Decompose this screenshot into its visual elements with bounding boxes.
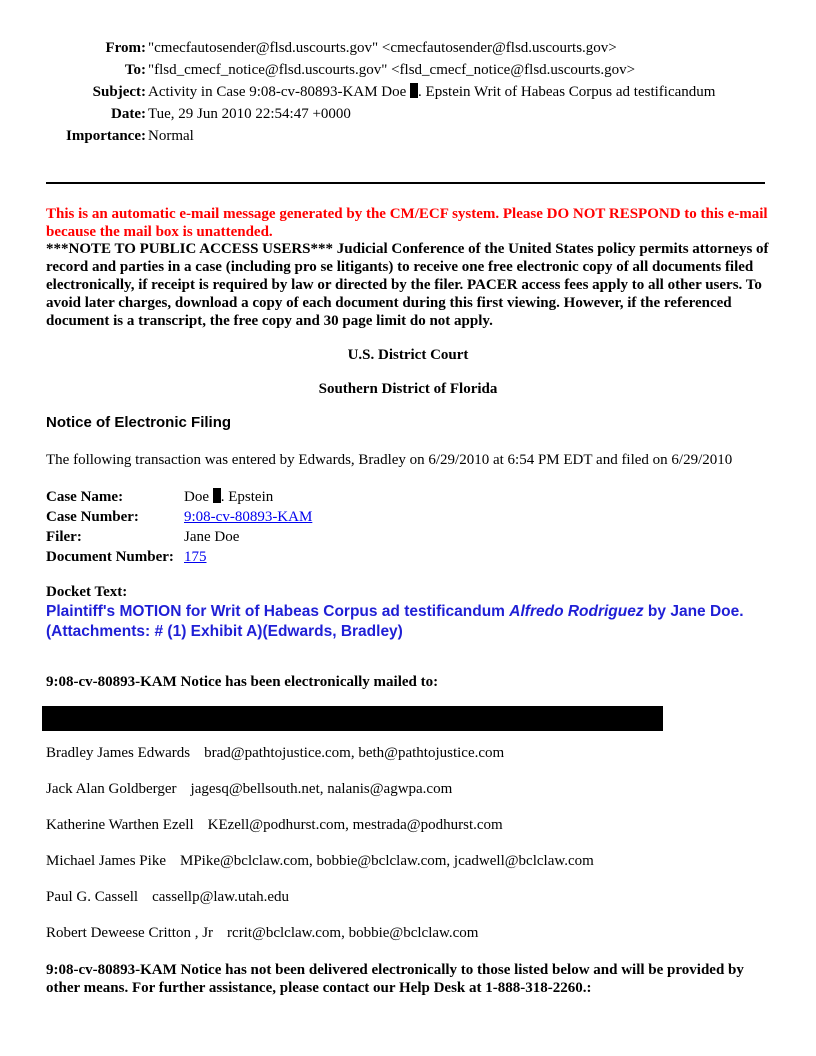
not-delivered-notice: 9:08-cv-80893-KAM Notice has not been delivered electronically to those listed below and will be provided by other means. For further assistance, please contact our Help Desk at 1-888-318-2260.:	[46, 962, 744, 996]
case-info-table	[46, 487, 312, 567]
recipient-row	[46, 853, 594, 870]
recipient-emails: jagesq@bellsouth.net, nalanis@agwpa.com	[190, 781, 453, 797]
from-row	[46, 38, 715, 60]
subject-text-after: . Epstein Writ of Habeas Corpus ad testificandum	[418, 84, 716, 100]
document-number-row	[46, 547, 312, 567]
recipient-row	[46, 745, 504, 762]
filer-row	[46, 527, 312, 547]
docket-text-italic: Alfredo Rodriguez	[509, 603, 644, 620]
recipient-name: Michael James Pike	[46, 853, 166, 869]
case-name-after: . Epstein	[220, 489, 274, 505]
case-number-row	[46, 507, 312, 527]
subject-row	[46, 82, 715, 104]
email-header	[46, 38, 715, 148]
case-number-cell	[184, 507, 312, 527]
recipient-name: Bradley James Edwards	[46, 745, 191, 761]
recipient-row	[46, 781, 452, 798]
date-label: Date:	[111, 106, 146, 122]
importance-label: Importance:	[66, 128, 146, 144]
docket-text	[46, 602, 776, 642]
subject-text-before: Activity in Case 9:08-cv-80893-KAM Doe	[148, 84, 411, 100]
header-divider	[46, 182, 765, 184]
importance-value: Normal	[148, 128, 194, 144]
nef-heading: Notice of Electronic Filing	[46, 414, 232, 431]
subject-label: Subject:	[92, 84, 146, 100]
date-row	[46, 104, 715, 126]
docket-text-before: Plaintiff's MOTION for Writ of Habeas Corpus ad testificandum	[46, 603, 510, 620]
recipient-name: Paul G. Cassell	[46, 889, 139, 905]
transaction-info: The following transaction was entered by Edwards, Bradley on 6/29/2010 at 6:54 PM EDT and filed on 6/29/2010	[46, 452, 733, 468]
case-number-label: Case Number:	[46, 509, 139, 525]
from-label: From:	[105, 40, 146, 56]
case-name-row	[46, 487, 312, 507]
docket-text-label: Docket Text:	[46, 584, 128, 600]
district-name: Southern District of Florida	[318, 381, 498, 397]
court-name: U.S. District Court	[347, 347, 469, 363]
recipient-name: Jack Alan Goldberger	[46, 781, 177, 797]
recipient-name: Robert Deweese Critton , Jr	[46, 925, 214, 941]
redaction-bar	[42, 706, 663, 731]
from-value: "cmecfautosender@flsd.uscourts.gov" <cmecfautosender@flsd.uscourts.gov>	[148, 40, 617, 56]
case-name-value	[184, 487, 312, 507]
document-number-cell	[184, 547, 312, 567]
case-number-link[interactable]: 9:08-cv-80893-KAM	[184, 509, 313, 525]
subject-value	[148, 82, 715, 104]
recipient-emails: KEzell@podhurst.com, mestrada@podhurst.com	[207, 817, 503, 833]
mailed-heading: 9:08-cv-80893-KAM Notice has been electronically mailed to:	[46, 674, 439, 690]
case-name-label: Case Name:	[46, 489, 124, 505]
recipient-emails: brad@pathtojustice.com, beth@pathtojustice.com	[204, 745, 505, 761]
importance-row	[46, 126, 715, 148]
recipient-emails: cassellp@law.utah.edu	[152, 889, 290, 905]
to-label: To:	[124, 62, 146, 78]
filer-label: Filer:	[46, 529, 82, 545]
auto-message-warning: This is an automatic e-mail message generated by the CM/ECF system. Please DO NOT RESPOND to this e-mail because the mail box is unattended.	[46, 206, 768, 240]
to-row	[46, 60, 715, 82]
case-name-redaction	[213, 488, 221, 503]
case-name-before: Doe	[184, 489, 213, 505]
docket-text-after: by Jane Doe. (Attachments: # (1) Exhibit A)(Edwards, Bradley)	[46, 603, 744, 640]
recipient-row	[46, 925, 478, 942]
recipient-row	[46, 817, 503, 834]
recipient-row	[46, 889, 289, 906]
document-number-label: Document Number:	[46, 549, 174, 565]
document-number-link[interactable]: 175	[184, 549, 207, 565]
to-value: "flsd_cmecf_notice@flsd.uscourts.gov" <flsd_cmecf_notice@flsd.uscourts.gov>	[148, 62, 636, 78]
recipient-name: Katherine Warthen Ezell	[46, 817, 194, 833]
public-access-note: ***NOTE TO PUBLIC ACCESS USERS*** Judicial Conference of the United States policy permits attorneys of record and parties in a case (including pro se litigants) to receive one free electronic copy of all documents filed electronically, if receipt is required by law or directed by the filer. PACER access fees apply to all other users. To avoid later charges, download a copy of each document during this first viewing. However, if the referenced document is a transcript, the free copy and 30 page limit do not apply.	[46, 241, 769, 329]
filer-value: Jane Doe	[184, 529, 240, 545]
recipient-emails: MPike@bclclaw.com, bobbie@bclclaw.com, jcadwell@bclclaw.com	[179, 853, 594, 869]
date-value: Tue, 29 Jun 2010 22:54:47 +0000	[148, 106, 351, 122]
subject-redaction	[410, 83, 418, 98]
recipient-emails: rcrit@bclclaw.com, bobbie@bclclaw.com	[227, 925, 479, 941]
